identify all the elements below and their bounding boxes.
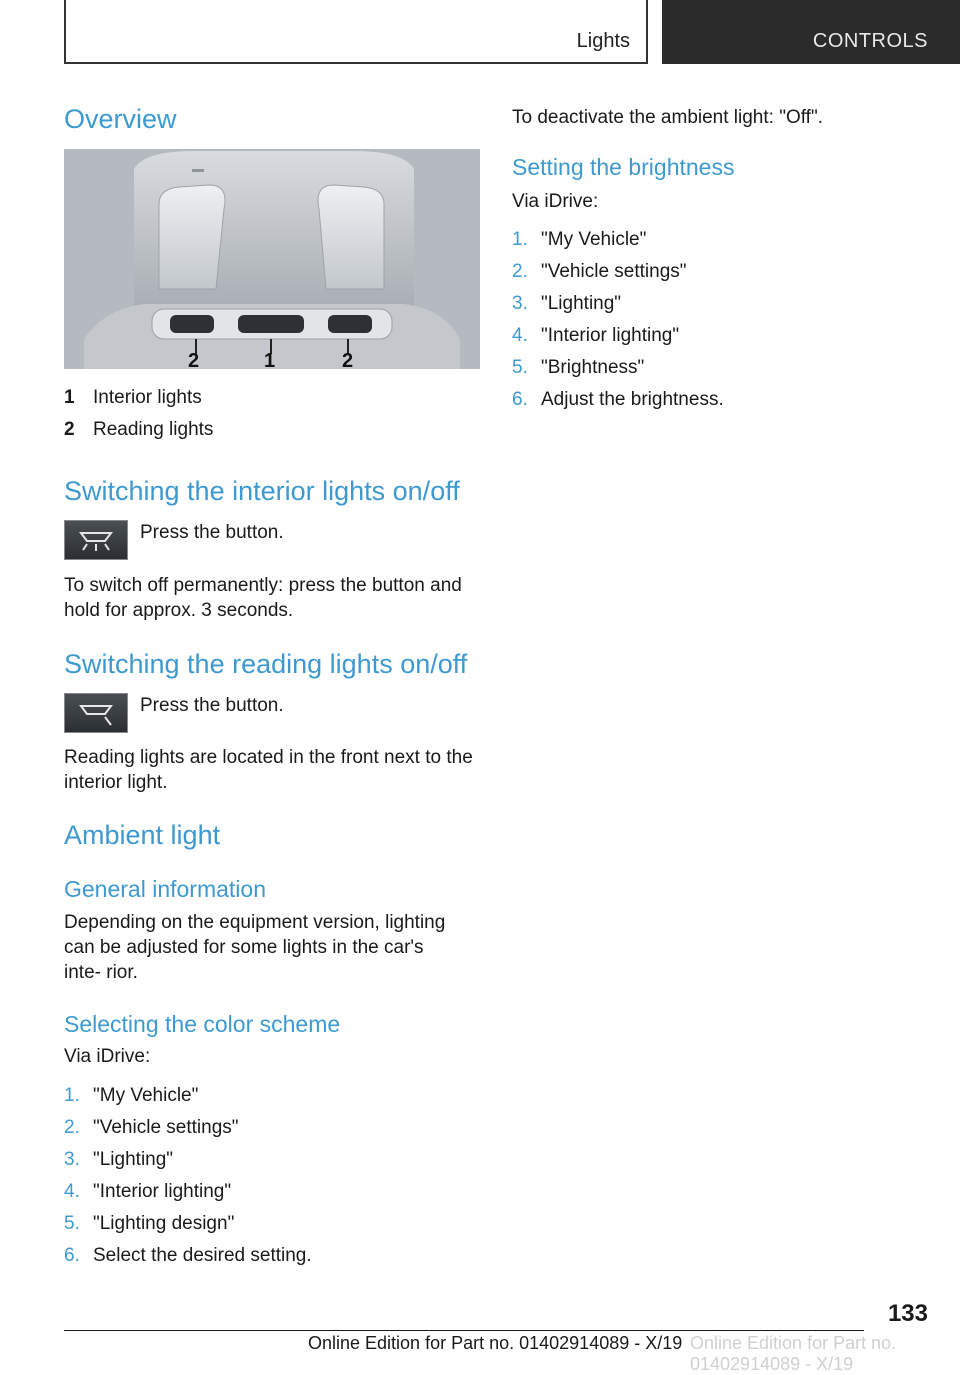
brightness-steps (512, 224, 724, 416)
page-number: 133 (887, 1300, 928, 1327)
list-item: 6. Select the desired setting. (64, 1245, 312, 1266)
legend-text: Interior lights (93, 387, 202, 408)
legend-item (64, 414, 482, 446)
general-information-text: Depending on the equipment version, lighting can be adjusted for some lights in the car's inte‐ rior. (64, 912, 446, 983)
photo-label-2-left: 2 (188, 350, 200, 369)
list-item: 3. "Lighting" (64, 1149, 174, 1170)
photo-legend (64, 382, 482, 446)
color-scheme-heading: Selecting the color scheme (64, 1011, 341, 1037)
legend-item (64, 382, 482, 414)
general-information-heading: General information (64, 876, 266, 902)
brightness-via-text: Via iDrive: (512, 191, 599, 212)
color-scheme-via-text: Via iDrive: (64, 1046, 151, 1067)
interior-press-row (64, 520, 284, 560)
legend-number: 2 (64, 419, 75, 440)
footer-divider (64, 1330, 864, 1331)
list-item: 2. "Vehicle settings" (512, 261, 687, 282)
list-item: 2. "Vehicle settings" (64, 1117, 239, 1138)
color-scheme-steps (64, 1080, 312, 1272)
list-item: 1. "My Vehicle" (512, 229, 647, 250)
footer-edition-text: Online Edition for Part no. 01402914089 - X/19 (308, 1333, 683, 1353)
list-item: 5. "Brightness" (512, 357, 645, 378)
legend-number: 1 (64, 387, 75, 408)
header-chapter-box (662, 0, 960, 64)
list-item: 6. Adjust the brightness. (512, 389, 724, 410)
header-section-box (64, 0, 648, 64)
overhead-console-photo (64, 149, 480, 369)
brightness-heading: Setting the brightness (512, 154, 735, 180)
reading-press-text: Press the button. (140, 695, 284, 716)
ambient-light-heading: Ambient light (64, 820, 221, 850)
interior-lights-heading: Switching the interior lights on/off (64, 476, 460, 506)
legend-text: Reading lights (93, 419, 214, 440)
reading-light-button-icon (64, 693, 128, 733)
footer-watermark: Online Edition for Part no. 01402914089 - X/19 (690, 1333, 897, 1374)
photo-label-1: 1 (264, 350, 276, 369)
list-item: 1. "My Vehicle" (64, 1085, 199, 1106)
interior-light-button-icon (64, 520, 128, 560)
list-item: 3. "Lighting" (512, 293, 622, 314)
header-section-title: Lights (576, 30, 630, 52)
interior-body-text: To switch off permanently: press the button and hold for approx. 3 seconds. (64, 575, 462, 621)
reading-press-row (64, 693, 284, 733)
photo-label-2-right: 2 (342, 350, 354, 369)
list-item: 4. "Interior lighting" (64, 1181, 232, 1202)
list-item: 4. "Interior lighting" (512, 325, 680, 346)
reading-body-text: Reading lights are located in the front next to the interior light. (64, 747, 473, 793)
list-item: 5. "Lighting design" (64, 1213, 235, 1234)
deactivate-ambient-text: To deactivate the ambient light: "Off". (512, 107, 823, 128)
interior-press-text: Press the button. (140, 522, 284, 543)
overview-heading: Overview (64, 104, 177, 134)
header-chapter-title: CONTROLS (812, 30, 928, 52)
reading-lights-heading: Switching the reading lights on/off (64, 649, 468, 679)
overhead-console-drawing (64, 149, 480, 369)
